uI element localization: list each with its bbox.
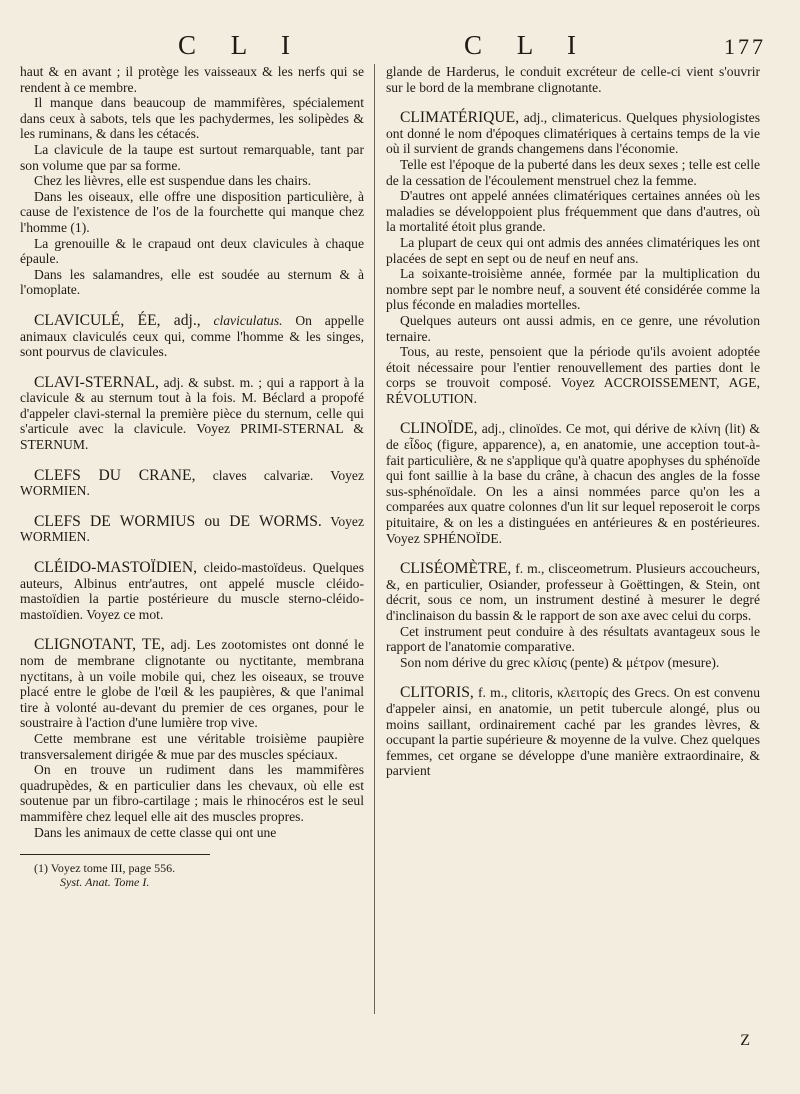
- paragraph: [20, 267, 364, 298]
- footnote: [20, 861, 364, 889]
- paragraph: [386, 157, 760, 188]
- entry-text: Il manque dans beaucoup de mammifères, spécialement dans ceux à sabots, tels que les pachydermes, les solipèdes & les ruminans, & dans les cétacés.: [20, 95, 364, 142]
- entry-text: adj., climatericus. Quelques physiologistes ont donné le nom d'époques climatériques à certains temps de la vie où il survient de grands changemens dans l'économie.: [386, 110, 761, 157]
- paragraph: [386, 313, 760, 344]
- entry-text: Cet instrument peut conduire à des résultats avantageux sous le rapport de l'anatomie comparative.: [386, 623, 760, 655]
- entry-headword: CLITORIS,: [400, 684, 474, 702]
- entry-text: Chez les lièvres, elle est suspendue dans les chairs.: [34, 173, 312, 189]
- volume-signature: Syst. Anat. Tome I.: [60, 875, 150, 890]
- column-divider: [374, 64, 375, 1014]
- paragraph: [20, 514, 364, 545]
- running-head-right: C L I: [464, 30, 590, 60]
- paragraph: [20, 762, 364, 824]
- entry-text: La plupart de ceux qui ont admis des années climatériques les ont placées de sept en sept ou de neuf en neuf ans.: [386, 234, 760, 266]
- entry-text: Tous, au reste, pensoient que la période qu'ils avoient adoptée étoit nécessaire pour l'entier renouvellement des parties dont le corps se trouvoit composé. Voyez ACCROISSEMENT, AGE, RÉVOLUTION.: [386, 344, 760, 406]
- right-column: [386, 64, 760, 779]
- entry-text: Cette membrane est une véritable troisième paupière transversalement dirigée & mue par des muscles spéciaux.: [20, 730, 364, 762]
- paragraph: [20, 64, 364, 95]
- footnote-rule: [20, 854, 210, 855]
- entry-text: haut & en avant ; il protège les vaisseaux & les nerfs qui se rendent à ce membre.: [20, 64, 364, 95]
- entry-text: La soixante-troisième année, formée par la multiplication du nombre sept par le nombre neuf, a souvent été considérée comme la plus féconde en maladies mortelles.: [386, 266, 760, 313]
- paragraph: [20, 189, 364, 236]
- entry-headword: CLIMATÉRIQUE,: [400, 109, 520, 127]
- entry-headword: CLÉIDO-MASTOÏDIEN,: [34, 559, 197, 577]
- paragraph: [20, 236, 364, 267]
- right-column-body: [386, 64, 760, 779]
- entry-headword: CLIGNOTANT, TE,: [34, 636, 165, 654]
- entry-text: Dans les oiseaux, elle offre une disposition particulière, à cause de l'existence de l'os de la fourchette qui manque chez l'homme (1).: [20, 188, 364, 235]
- paragraph: [386, 188, 760, 235]
- entry-text: Dans les salamandres, elle est soudée au sternum & à l'omoplate.: [20, 266, 364, 298]
- paragraph: [386, 266, 760, 313]
- entry-text: D'autres ont appelé années climatériques certaines années où les maladies se développoient plus fréquemment que dans d'autres, où la mortalité étoit plus grande.: [386, 188, 760, 235]
- paragraph: [386, 421, 760, 546]
- entry-text: La clavicule de la taupe est surtout remarquable, tant par son volume que par sa forme.: [20, 141, 364, 173]
- entry-text: adj., clinoïdes. Ce mot, qui dérive de κλίνη (lit) & de εἶδος (figure, apparence), a, en anatomie, une acception tout-à-fait particulière, & ne s'applique qu'à quatre apophyses du sphénoïde qui font saillie à la base du crâne, à chacun des angles de la fosse sus-sphénoïdale. On les a ainsi nommées parce qu'on les a comparées aux quatre colonnes d'un lit sur lequel reposeroit le corps pituitaire, & on les a distinguées en antérieures & en postérieures. Voyez SPHÉNOÏDE.: [386, 421, 760, 546]
- page-number: 177: [724, 34, 766, 59]
- paragraph: [386, 624, 760, 655]
- paragraph: [386, 344, 760, 406]
- footnote-line: (1) Voyez tome III, page 556.: [34, 861, 176, 876]
- entry-headword: CLISÉOMÈTRE,: [400, 560, 512, 578]
- paragraph: [386, 685, 760, 779]
- entry-headword: CLEFS DE WORMIUS ou DE WORMS.: [34, 512, 322, 530]
- entry-text: adj. & subst. m. ; qui a rapport à la clavicule & au sternum tout à la fois. M. Béclard a propofé d'appeler clavi-sternal la première pièce du sternum, celle qui s'articule avec la clavicule. Voyez PRIMI-STERNAL & STERNUM.: [20, 374, 364, 453]
- paragraph: [386, 64, 760, 95]
- entry-text: glande de Harderus, le conduit excréteur de celle-ci vient s'ouvrir sur le bord de la membrane clignotante.: [386, 64, 760, 95]
- entry-text: claves calvariæ. Voyez WORMIEN.: [20, 467, 364, 499]
- running-head-left: C L I: [178, 30, 304, 60]
- paragraph: [386, 110, 760, 157]
- entry-headword: CLEFS DU CRANE,: [34, 466, 196, 484]
- paragraph: [20, 468, 364, 499]
- entry-text: adj. Les zootomistes ont donné le nom de membrane clignotante ou nyctitante, membrana nyctitans, à un voile mobile qui, chez les oiseaux, se trouve placé entre le globe de l'œil & les paupières, & que l'animal tire à volonté au-devant du premier de ces organes, pour le soustraire à l'action d'une lumière trop vive.: [20, 637, 364, 731]
- entry-text: La grenouille & le crapaud ont deux clavicules à chaque épaule.: [20, 235, 364, 267]
- paragraph: [386, 235, 760, 266]
- paragraph: [386, 655, 760, 671]
- paragraph: [20, 142, 364, 173]
- paragraph: [20, 637, 364, 731]
- entry-text: Dans les animaux de cette classe qui ont une: [34, 824, 277, 840]
- entry-headword: CLAVICULÉ, ÉE, adj.,: [34, 311, 201, 329]
- entry-text: f. m., clitoris, κλειτορίς des Grecs. On est convenu d'appeler ainsi, en anatomie, un petit tubercule alongé, plus ou moins saillant, ordinairement caché par les grandes lèvres, & occupant la partie supérieure & moyenne de la vulve. Chez quelques femmes, cet organe se développe d'une manière extraordinaire, & parvient: [386, 685, 761, 779]
- entry-text: f. m., clisceometrum. Plusieurs accoucheurs, &, en particulier, Osiander, professeur à Goëttingen, & Stein, ont décrit, sous ce nom, un instrument destiné à mesurer le degré d'inclinaison du bassin & le rapport de son axe avec celui du corps.: [386, 561, 760, 623]
- entry-text: Son nom dérive du grec κλίσις (pente) & μέτρον (mesure).: [400, 654, 720, 670]
- entry-text: Telle est l'époque de la puberté dans les deux sexes ; telle est celle de la cessation de l'écoulement menstruel chez la femme.: [386, 156, 760, 188]
- paragraph: [20, 825, 364, 841]
- left-column: [20, 64, 364, 889]
- entry-text: Quelques auteurs ont aussi admis, en ce genre, une révolution ternaire.: [386, 312, 760, 344]
- paragraph: [20, 313, 364, 360]
- entry-text: Voyez WORMIEN.: [20, 513, 364, 545]
- paragraph: [20, 731, 364, 762]
- signature-mark: Z: [740, 1032, 750, 1049]
- entry-text: On appelle animaux claviculés ceux qui, comme l'homme & les singes, sont pourvus de clavicules.: [20, 312, 364, 360]
- paragraph: [20, 375, 364, 453]
- entry-headword: CLINOÏDE,: [400, 420, 478, 438]
- entry-headword: CLAVI-STERNAL,: [34, 373, 159, 391]
- paragraph: [20, 560, 364, 622]
- paragraph: [20, 95, 364, 142]
- latin-term: claviculatus.: [213, 312, 283, 328]
- left-column-body: [20, 64, 364, 840]
- paragraph: [386, 561, 760, 623]
- paragraph: [20, 173, 364, 189]
- entry-text: cleido-mastoïdeus. Quelques auteurs, Albinus entr'autres, ont appelé muscle cléido-mastoïdien la partie postérieure du muscle sterno-cléido-mastoïdien. Voyez ce mot.: [20, 560, 364, 622]
- entry-text: On en trouve un rudiment dans les mammifères quadrupèdes, & en particulier dans les chevaux, où elle est soutenue par un fibro-cartilage ; mais le rhinocéros est le seul mammifère chez lequel elle ait des muscles propres.: [20, 762, 364, 824]
